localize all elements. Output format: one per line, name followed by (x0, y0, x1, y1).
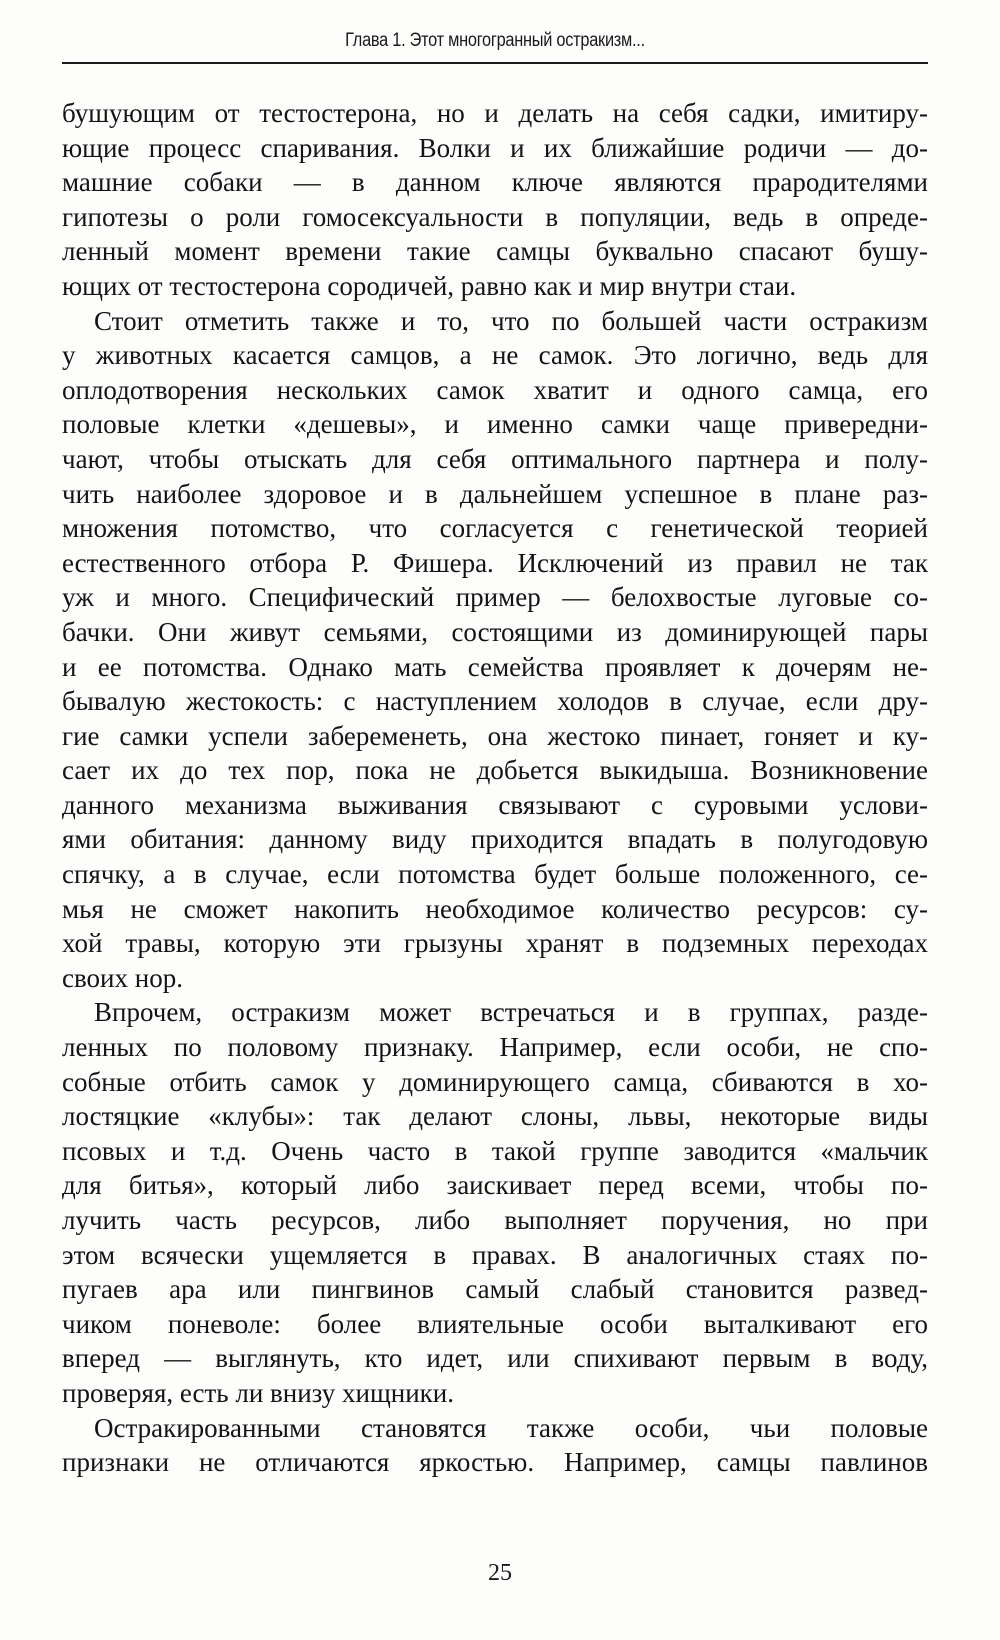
text-line: множения потомство, что согласуется с генетической теорией (62, 513, 928, 544)
text-line: для битья», который либо заискивает перед всеми, чтобы по- (62, 1170, 928, 1201)
text-line: признаки не отличаются яркостью. Например, самцы павлинов (62, 1447, 928, 1478)
text-line: данного механизма выживания связывают с суровыми услови- (62, 789, 928, 820)
text-line: бушующим от тестостерона, но и делать на себя садки, имитиру- (62, 98, 928, 128)
text-line: естественного отбора Р. Фишера. Исключений из правил не так (62, 547, 928, 578)
page-number: 25 (488, 1560, 512, 1586)
text-line: гипотезы о роли гомосексуальности в популяции, ведь в опреде- (62, 201, 928, 232)
text-line: чиком поневоле: более влиятельные особи выталкивают его (62, 1308, 928, 1339)
text-line: половые клетки «дешевы», и именно самки чаще привередни- (62, 409, 928, 440)
text-line: бывалую жестокость: с наступлением холодов в случае, если дру- (62, 686, 928, 717)
text-line: лучить часть ресурсов, либо выполняет поручения, но при (62, 1205, 928, 1235)
text-line: чают, чтобы отыскать для себя оптимального партнера и полу- (62, 443, 928, 474)
text-line: проверяя, есть ли внизу хищники. (62, 1377, 454, 1408)
text-line: бачки. Они живут семьями, состоящими из доминирующей пары (62, 616, 928, 647)
text-line: уж и много. Специфический пример — белохвостые луговые со- (62, 582, 928, 613)
text-line: ленный момент времени такие самцы буквально спасают бушу- (62, 236, 928, 267)
text-line: пугаев ара или пингвинов самый слабый становится развед- (62, 1274, 928, 1305)
text-line: Остракированными становятся также особи, чьи половые (94, 1412, 928, 1443)
text-line: вперед — выглянуть, кто идет, или спихивают первым в воду, (62, 1343, 928, 1374)
text-line: чить наиболее здоровое и в дальнейшем успешное в плане раз- (62, 478, 928, 509)
text-line: и ее потомства. Однако мать семейства проявляет к дочерям не- (62, 651, 928, 682)
text-line: псовых и т.д. Очень часто в такой группе заводится «мальчик (62, 1135, 928, 1166)
running-head: Глава 1. Этот многогранный остракизм... (345, 30, 645, 51)
text-line: лостяцкие «клубы»: так делают слоны, львы, некоторые виды (62, 1101, 928, 1132)
text-line: ленных по половому признаку. Например, если особи, не спо- (62, 1032, 928, 1063)
text-line: ями обитания: данному виду приходится впадать в полугодовую (62, 824, 928, 855)
text-line: спячку, а в случае, если потомства будет больше положенного, се- (62, 859, 928, 890)
text-line: Впрочем, остракизм может встречаться и в группах, разде- (94, 997, 928, 1028)
paragraph (62, 1411, 928, 1480)
text-line: своих нор. (62, 962, 183, 993)
text-line: гие самки успели забеременеть, она жестоко пинает, гоняет и ку- (62, 720, 928, 751)
paragraph (62, 304, 928, 996)
text-line: ющих от тестостерона сородичей, равно как и мир внутри стаи. (62, 270, 797, 301)
paragraph (62, 995, 928, 1410)
text-line: оплодотворения нескольких самок хватит и одного самца, его (62, 374, 928, 405)
text-line: Стоит отметить также и то, что по большей части остракизм (94, 305, 928, 336)
text-line: мья не сможет накопить необходимое количество ресурсов: су- (62, 893, 928, 924)
text-line: собные отбить самок у доминирующего самца, сбиваются в хо- (62, 1066, 928, 1097)
text-line: сает их до тех пор, пока не добьется выкидыша. Возникновение (62, 755, 928, 786)
text-line: этом всячески ущемляется в правах. В аналогичных стаях по- (62, 1239, 928, 1270)
body-text (62, 96, 928, 1480)
header-rule (62, 62, 928, 64)
text-line: у животных касается самцов, а не самок. Это логично, ведь для (62, 340, 928, 371)
text-line: ющие процесс спаривания. Волки и их ближайшие родичи — до- (62, 132, 928, 163)
text-line: хой травы, которую эти грызуны хранят в подземных переходах (62, 928, 928, 959)
text-line: машние собаки — в данном ключе являются прародителями (62, 167, 928, 198)
paragraph (62, 96, 928, 304)
